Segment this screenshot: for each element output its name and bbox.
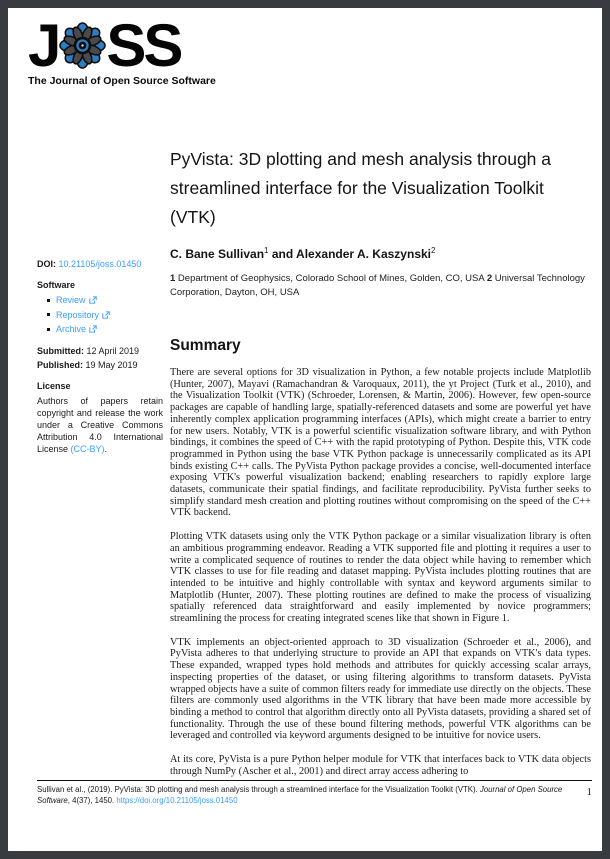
repository-link[interactable]: Repository [56,309,100,320]
author-name: C. Bane Sullivan [170,247,265,261]
citation-doi-link[interactable]: https://doi.org/10.21105/joss.01450 [116,795,238,805]
joss-logo-letters-ss: SS [106,12,181,79]
joss-logo-wordmark [28,12,238,79]
page-title: PyVista: 3D plotting and mesh analysis through a streamlined interface for the Visualization Toolkit (VTK) [170,149,552,227]
software-links-list [47,294,163,335]
summary-paragraph: There are several options for 3D visualization in Python, a few notable projects include Matplotlib (Hunter, 2007), Mayavi (Ramachandran & Varoquaux, 2011), the yt Project (Turk et al., 2010), and the Visualization Toolkit (VTK) (Schroeder, Lorensen, & Martin, 2006). However, few open-source packages are capable of handling large, spatially-referenced datasets and some are powerful yet have inherently complex application programming interfaces (APIs), which might create a barrier to entry for new users. Notably, VTK is a powerful scientific visualization software library, and with Python bindings, it combines the speed of C++ with the rapid prototyping of Python. Despite this, VTK code programmed in Python using the base VTK Python package is unnecessarily complicated as its API binds existing C++ calls. The PyVista Python package provides a concise, well-documented interface exposing VTK's powerful visualization backend; enabling researchers to rapidly explore large datasets, communicate their spatial findings, and facilitate reproducibility. PyVista further seeks to simplify standard mesh creation and plotting routines without compromising on the speed of the C++ VTK backend. [170,367,591,519]
joss-logo-tagline: The Journal of Open Source Software [28,75,216,87]
submitted-value: 12 April 2019 [84,346,140,356]
joss-flower-icon [59,22,106,69]
list-item [47,309,163,321]
citation-text [37,785,587,806]
affiliation-number: 2 [486,273,493,284]
page-footer [37,780,592,806]
review-link[interactable]: Review [56,295,86,305]
author-superscript: 2 [431,246,436,255]
affiliation-text: Department of Geophysics, Colorado School of Mines, Golden, CO, USA [175,273,487,284]
summary-heading: Summary [170,337,241,354]
main-column [170,87,591,778]
affiliation-number: 1 [170,273,176,284]
citation-journal: Journal of Open Source Software [37,785,563,805]
list-item [47,323,163,335]
page-number: 1 [586,786,592,798]
software-label: Software [37,280,76,290]
author-joiner: and [268,247,297,261]
license-body: Authors of papers retain copyright and release the work under a Creative Commons Attribution 4.0 International License [37,396,163,454]
paper-page [8,8,602,851]
joss-logo [28,12,238,87]
author-name: Alexander A. Kaszynski [296,247,431,261]
list-item [47,294,163,306]
license-text [37,395,163,455]
license-label: License [37,381,71,391]
submitted-label: Submitted: [37,346,84,356]
affiliation-text: Universal Technology Corporation, Dayton, OH, USA [170,273,585,298]
published-value: 19 May 2019 [83,360,138,370]
sidebar [37,87,163,778]
summary-paragraph: Plotting VTK datasets using only the VTK Python package or a similar visualization library is often an ambitious programming endeavor. Reading a VTK supported file and plotting it requires a user to write a complicated sequence of routines to render the data object while having to remember which VTK classes to use for file reading and dataset mapping. PyVista includes plotting routines that are intended to be intuitive and highly controllable with syntax and keyword arguments similar to Matplotlib (Hunter, 2007). These plotting routines are defined to make the process of visualizing spatially referenced data straightforward and easily implemented by novice programmers; streamlining the process for creating integrated scenes like that shown in Figure 1. [170,531,591,625]
citation-prefix: Sullivan et al., (2019). PyVista: 3D plotting and mesh analysis through a streamlined interface for the Visualization Toolkit (VTK). [37,785,480,794]
author-superscript: 1 [264,246,269,255]
doi-label: DOI: [37,259,56,269]
external-link-icon [89,296,97,304]
dates-block [37,345,163,371]
published-label: Published: [37,360,84,370]
doi-link[interactable]: 10.21105/joss.01450 [58,259,142,269]
content-columns [8,87,602,778]
joss-logo-letter-j: J [28,12,59,79]
citation-mid: , 4(37), 1450. [67,795,117,805]
summary-paragraph: At its core, PyVista is a pure Python helper module for VTK that interfaces back to VTK data objects through NumPy (Ascher et al., 2001) and direct array access adhering to [170,754,591,777]
affiliations [170,272,591,300]
cc-by-link[interactable]: (CC-BY) [70,444,105,454]
doi-row [37,258,163,270]
submitted-row [37,345,163,357]
authors-line [170,246,591,261]
summary-paragraph: VTK implements an object-oriented approach to 3D visualization (Schroeder et al., 2006), and PyVista adheres to that underlying structure to provide an API that expands on VTK's data types. These expanded, wrapped types hold methods and attributes for quickly accessing scalar arrays, inspecting properties of the dataset, or using filtering algorithms to transform datasets. PyVista wrapped objects have a suite of common filters ready for immediate use directly on the objects. These filters are commonly used algorithms in the VTK library that have been made more accessible by binding a method to control that algorithm directly onto all PyVista datasets, providing a shared set of functionality. Through the use of these bound filtering methods, powerful VTK algorithms can be leveraged and controlled via keyword arguments designed to be intuitive for novice users. [170,636,591,742]
external-link-icon [102,311,110,319]
archive-link[interactable]: Archive [56,324,87,334]
published-row [37,359,163,371]
license-suffix: . [104,444,108,454]
external-link-icon [89,325,97,333]
summary-body [170,367,591,778]
